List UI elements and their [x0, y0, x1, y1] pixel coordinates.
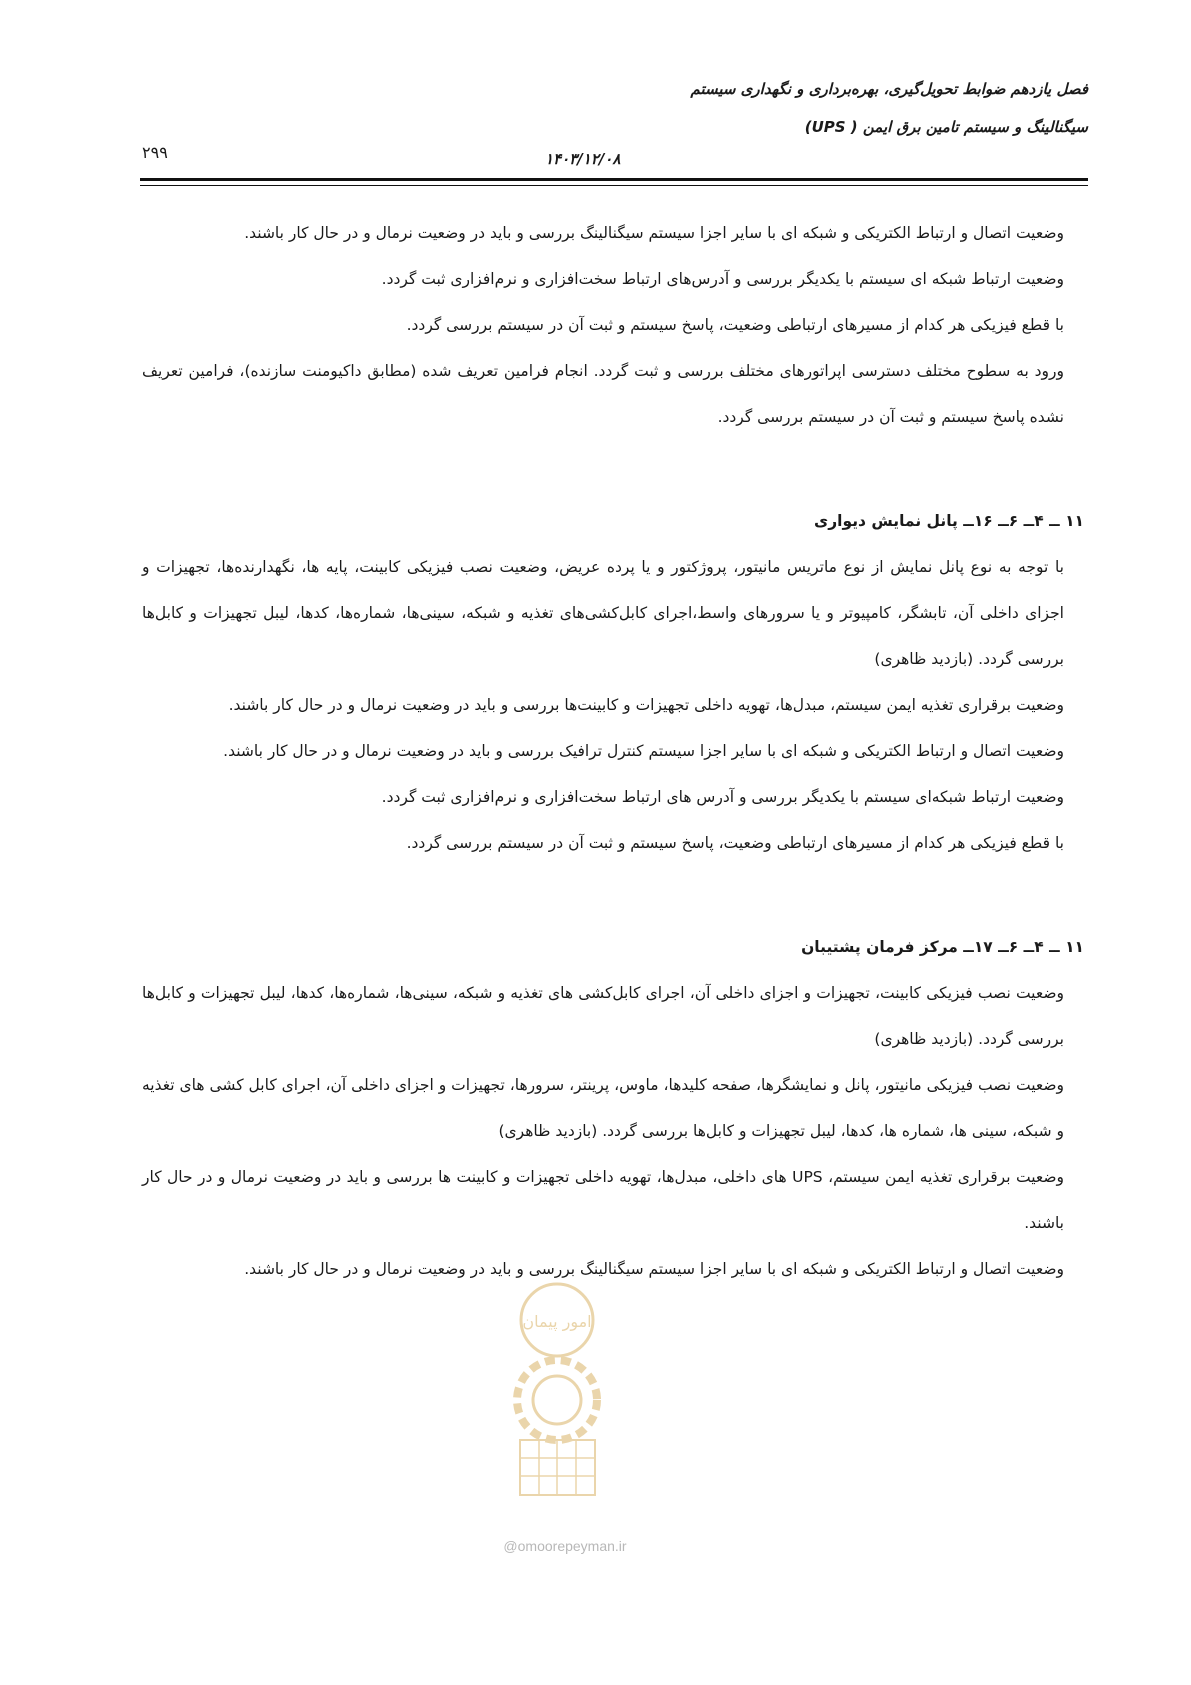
page-body [142, 210, 1088, 1292]
section-title-wall-panel: ۱۱ ــ ۴ــ ۶ــ ۱۶ــ پانل نمایش دیواری [814, 512, 1084, 530]
body-paragraph: وضعیت نصب فیزیکی کابینت، تجهیزات و اجزای داخلی آن، اجرای کابل‌کشی های تغذیه و شبکه، سینی‌ها، شماره‌ها، کدها، لیبل تجهیزات و کابل‌ها بررسی گردد. (بازدید ظاهری) [142, 984, 1064, 1048]
body-paragraph: وضعیت ارتباط شبکه‌ای سیستم با یکدیگر بررسی و آدرس های ارتباط سخت‌افزاری و نرم‌افزاری ثبت گردد. [381, 788, 1064, 806]
section-title-backup-control: ۱۱ ــ ۴ــ ۶ــ ۱۷ــ مرکز فرمان پشتیبان [801, 938, 1084, 956]
page-header [0, 0, 1191, 205]
body-paragraph: با قطع فیزیکی هر کدام از مسیرهای ارتباطی وضعیت، پاسخ سیستم و ثبت آن در سیستم بررسی گردد. [406, 316, 1064, 334]
body-paragraph: وضعیت اتصال و ارتباط الکتریکی و شبکه ای با سایر اجزا سیستم سیگنالینگ بررسی و باید در وضعیت نرمال و در حال کار باشند. [244, 224, 1064, 242]
body-paragraph: وضعیت برقراری تغذیه ایمن سیستم، UPS های داخلی، مبدل‌ها، تهویه داخلی تجهیزات و کابینت ها بررسی و باید در وضعیت نرمال و در حال کار باشند. [142, 1168, 1065, 1232]
watermark-logo [490, 1275, 625, 1515]
body-paragraph: با توجه به نوع پانل نمایش از نوع ماتریس مانیتور، پروژکتور و یا پرده عریض، وضعیت نصب فیزیکی کابینت، پایه ها، نگهدارنده‌ها، تجهیزات و اجزای داخلی آن، تابشگر، کامپیوتر و یا سرورهای واسط،اجرای کابل‌کشی‌های تغذیه و شبکه، سینی‌ها، شماره‌ها، کدها، لیبل تجهیزات و کابل‌ها بررسی گردد. (بازدید ظاهری) [142, 558, 1064, 668]
watermark-logo-text: امور پیمان [522, 1312, 592, 1331]
chapter-subtitle: سیگنالینگ و سیستم تامین برق ایمن ( UPS) [804, 118, 1088, 136]
section-gap [142, 440, 1088, 498]
header-rule-thin [140, 185, 1088, 186]
body-paragraph: وضعیت برقراری تغذیه ایمن سیستم، مبدل‌ها، تهویه داخلی تجهیزات و کابینت‌ها بررسی و باید در وضعیت نرمال و در حال کار باشند. [228, 696, 1064, 714]
body-paragraph: وضعیت اتصال و ارتباط الکتریکی و شبکه ای با سایر اجزا سیستم سیگنالینگ بررسی و باید در وضعیت نرمال و در حال کار باشند. [244, 1260, 1064, 1278]
chapter-title: فصل یازدهم ضوابط تحویل‌گیری، بهره‌برداری و نگهداری سیستم [690, 80, 1088, 98]
body-paragraph: وضعیت ارتباط شبکه ای سیستم با یکدیگر بررسی و آدرس‌های ارتباط سخت‌افزاری و نرم‌افزاری ثبت گردد. [381, 270, 1064, 288]
watermark-site: @omoorepeyman.ir [503, 1538, 627, 1554]
body-paragraph: با قطع فیزیکی هر کدام از مسیرهای ارتباطی وضعیت، پاسخ سیستم و ثبت آن در سیستم بررسی گردد. [406, 834, 1064, 852]
body-paragraph: وضعیت نصب فیزیکی مانیتور، پانل و نمایشگرها، صفحه کلیدها، ماوس، پرینتر، سرورها، تجهیزات و اجزای داخلی آن، اجرای کابل کشی های تغذیه و شبکه، سینی ها، شماره ها، کدها، لیبل تجهیزات و کابل‌ها بررسی گردد. (بازدید ظاهری) [142, 1076, 1064, 1140]
section-gap [142, 866, 1088, 924]
body-paragraph: ورود به سطوح مختلف دسترسی اپراتورهای مختلف بررسی و ثبت گردد. انجام فرامین تعریف شده (مطابق داکیومنت سازنده)، فرامین تعریف نشده پاسخ سیستم و ثبت آن در سیستم بررسی گردد. [142, 362, 1064, 426]
page-number: ۲۹۹ [142, 143, 168, 162]
header-date: ۱۴۰۳/۱۲/۰۸ [545, 150, 621, 168]
header-rule-thick [140, 178, 1088, 181]
body-paragraph: وضعیت اتصال و ارتباط الکتریکی و شبکه ای با سایر اجزا سیستم کنترل ترافیک بررسی و باید در وضعیت نرمال و در حال کار باشند. [223, 742, 1064, 760]
